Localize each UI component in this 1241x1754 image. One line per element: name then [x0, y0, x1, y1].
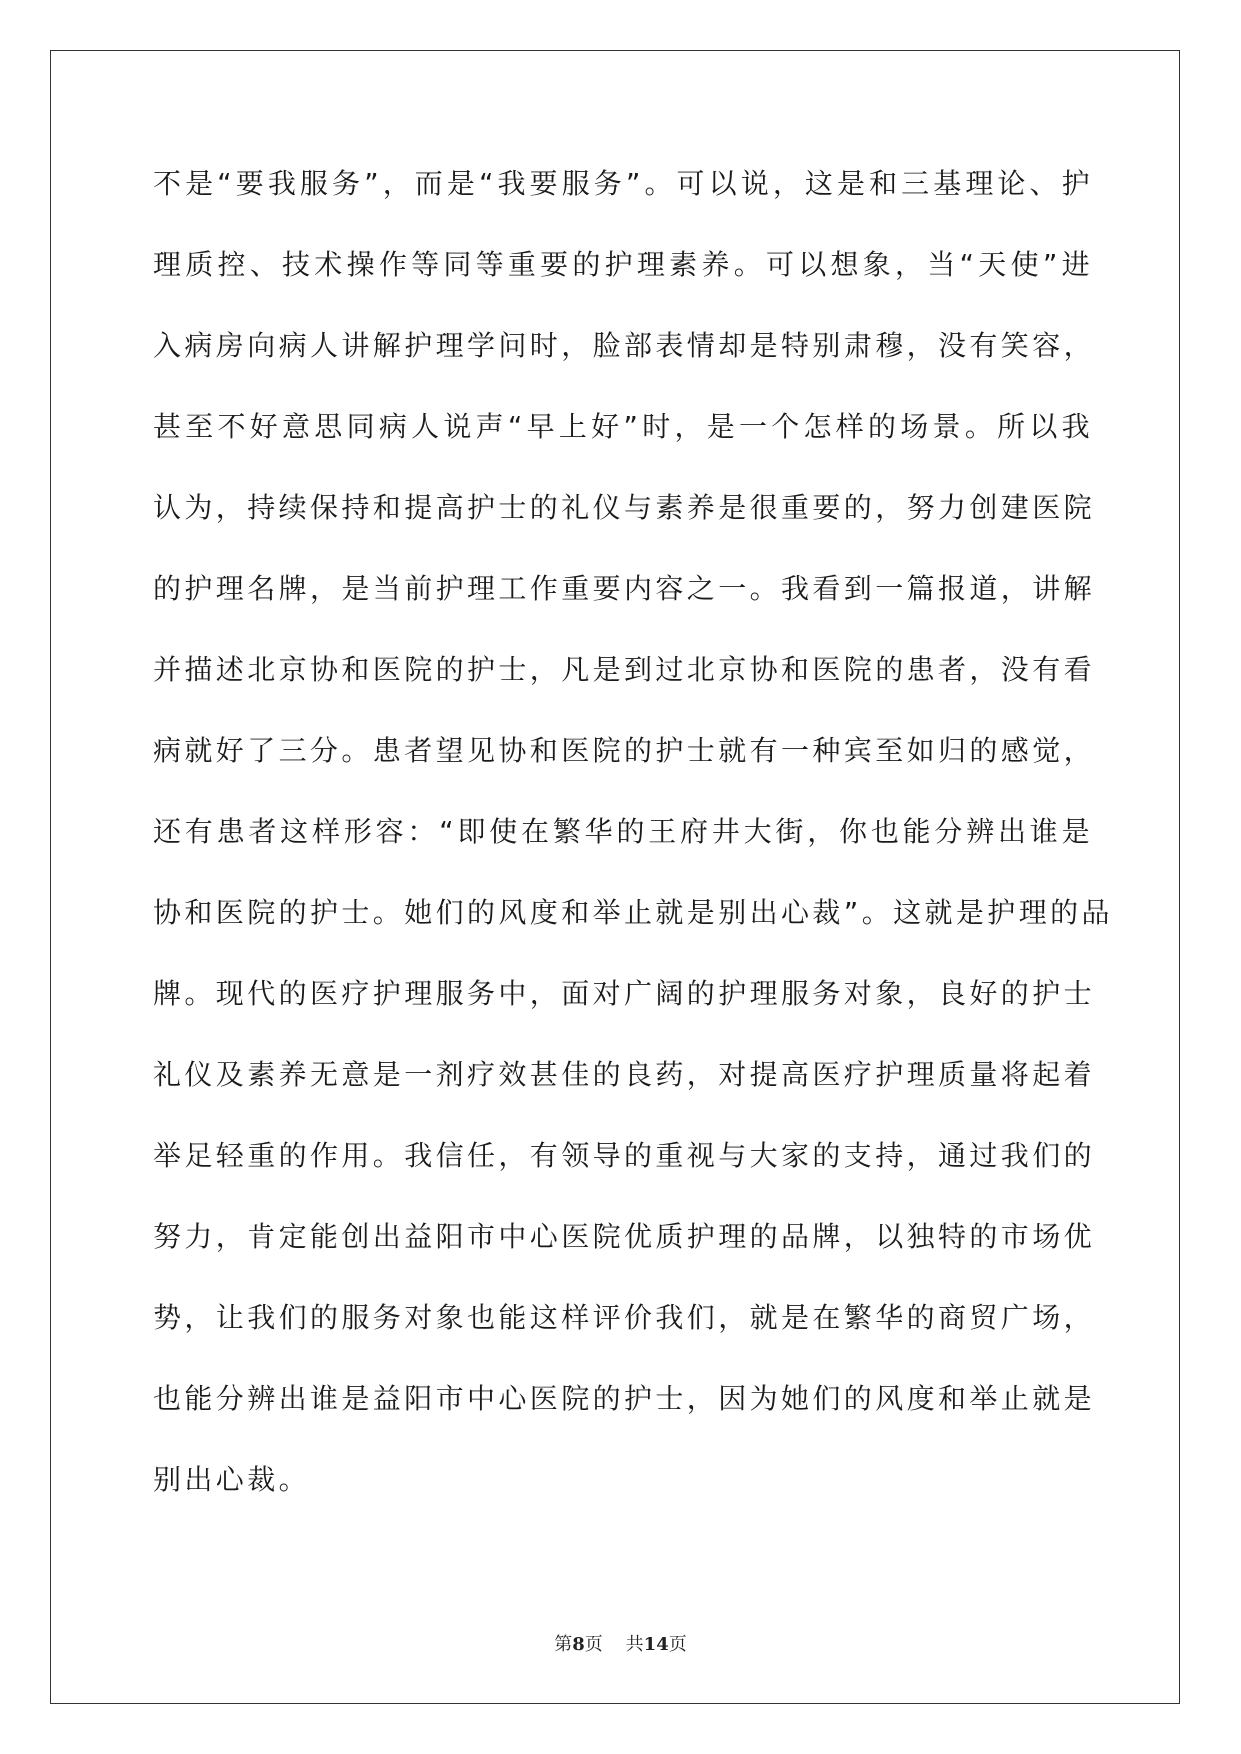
text-line-12: 礼仪及素养无意是一剂疗效甚佳的良药，对提高医疗护理质量将起着 [153, 1058, 1096, 1091]
text-line-15: 势，让我们的服务对象也能这样评价我们，就是在繁华的商贸广场， [153, 1301, 1096, 1334]
text-line-10: 协和医院的护士。她们的风度和举止就是别出心裁”。这就是护理的品 [153, 896, 1113, 929]
text-line-13: 举足轻重的作用。我信任，有领导的重视与大家的支持，通过我们的 [153, 1139, 1096, 1172]
total-suffix: 页 [668, 1634, 687, 1655]
text-line-2: 理质控、技术操作等同等重要的护理素养。可以想象，当“天使”进 [153, 248, 1093, 281]
page-suffix: 页 [584, 1634, 603, 1655]
text-line-11: 牌。现代的医疗护理服务中，面对广阔的护理服务对象，良好的护士 [153, 977, 1096, 1010]
text-line-5: 认为，持续保持和提高护士的礼仪与素养是很重要的，努力创建医院 [153, 491, 1096, 524]
text-line-4: 甚至不好意思同病人说声“早上好”时，是一个怎样的场景。所以我 [153, 410, 1093, 443]
text-line-9: 还有患者这样形容：“即使在繁华的王府井大街，你也能分辨出谁是 [153, 815, 1093, 848]
text-line-3: 入病房向病人讲解护理学问时，脸部表情却是特别肃穆，没有笑容， [153, 329, 1096, 362]
text-line-17: 别出心裁。 [153, 1463, 311, 1496]
page-prefix: 第 [554, 1634, 573, 1655]
text-line-7: 并描述北京协和医院的护士，凡是到过北京协和医院的患者，没有看 [153, 653, 1096, 686]
text-line-6: 的护理名牌，是当前护理工作重要内容之一。我看到一篇报道，讲解 [153, 572, 1096, 605]
text-line-14: 努力，肯定能创出益阳市中心医院优质护理的品牌，以独特的市场优 [153, 1220, 1096, 1253]
text-line-1: 不是“要我服务”，而是“我要服务”。可以说，这是和三基理论、护 [153, 167, 1093, 200]
current-page-number: 8 [572, 1634, 585, 1655]
total-prefix: 共 [625, 1634, 644, 1655]
body-paragraph [153, 160, 1113, 1537]
page-footer [0, 1630, 1241, 1656]
text-line-16: 也能分辨出谁是益阳市中心医院的护士，因为她们的风度和举止就是 [153, 1382, 1096, 1415]
text-line-8: 病就好了三分。患者望见协和医院的护士就有一种宾至如归的感觉， [153, 734, 1096, 767]
total-pages-number: 14 [643, 1634, 669, 1655]
